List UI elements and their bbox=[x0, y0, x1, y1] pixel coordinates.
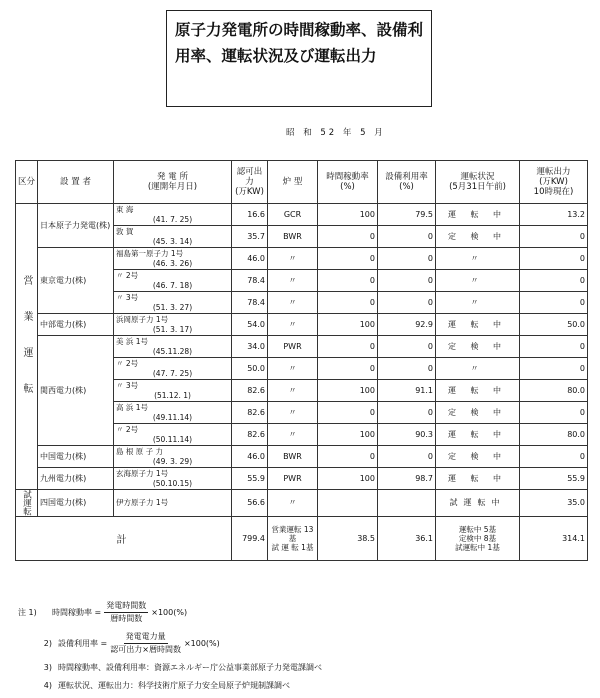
document-date: 昭 和 52 年 5 月 bbox=[286, 128, 386, 138]
plant-cell bbox=[114, 468, 232, 490]
time-rate-cell: 100 bbox=[318, 380, 378, 402]
time-rate-cell: 0 bbox=[318, 226, 378, 248]
note-1-fraction bbox=[104, 600, 148, 625]
plant-start-date: (50.11.14) bbox=[152, 434, 193, 444]
reactor-cell: 〃 bbox=[268, 248, 318, 270]
status-cell: 試運転中 bbox=[436, 490, 520, 517]
plant-name: 〃 3号 bbox=[116, 380, 139, 390]
status-cell: 〃 bbox=[436, 270, 520, 292]
plant-name: 〃 2号 bbox=[116, 424, 139, 434]
util-rate-cell: 0 bbox=[378, 292, 436, 314]
reactor-cell: 〃 bbox=[268, 292, 318, 314]
plant-cell bbox=[114, 380, 232, 402]
util-rate-cell: 0 bbox=[378, 358, 436, 380]
note-2-tail: ×100(%) bbox=[183, 638, 220, 648]
operator-cell: 東京電力(株) bbox=[38, 248, 114, 314]
status-cell: 定 検 中 bbox=[436, 446, 520, 468]
time-rate-cell bbox=[318, 490, 378, 517]
output-cell: 50.0 bbox=[520, 314, 588, 336]
header-output: 運転出力 (万KW) 10時現在) bbox=[520, 161, 588, 204]
reactor-cell: 〃 bbox=[268, 424, 318, 446]
plant-name: 美 浜 1号 bbox=[116, 336, 149, 346]
plant-start-date: (51.12. 1) bbox=[154, 390, 191, 400]
time-rate-cell: 100 bbox=[318, 204, 378, 226]
status-cell: 運 転 中 bbox=[436, 424, 520, 446]
plant-name: 〃 2号 bbox=[116, 358, 139, 368]
reactor-cell: 〃 bbox=[268, 270, 318, 292]
capacity-cell: 54.0 bbox=[232, 314, 268, 336]
util-rate-cell: 90.3 bbox=[378, 424, 436, 446]
capacity-cell: 34.0 bbox=[232, 336, 268, 358]
util-rate-cell: 98.7 bbox=[378, 468, 436, 490]
output-cell: 13.2 bbox=[520, 204, 588, 226]
util-rate-cell: 0 bbox=[378, 336, 436, 358]
note-1-numerator: 発電時間数 bbox=[104, 600, 148, 613]
output-cell: 80.0 bbox=[520, 380, 588, 402]
reactor-cell: BWR bbox=[268, 226, 318, 248]
capacity-cell: 56.6 bbox=[232, 490, 268, 517]
util-rate-cell: 79.5 bbox=[378, 204, 436, 226]
plant-name: 東 海 bbox=[116, 204, 134, 214]
reactor-cell: PWR bbox=[268, 336, 318, 358]
time-rate-cell: 100 bbox=[318, 314, 378, 336]
total-output: 314.1 bbox=[520, 516, 588, 560]
total-reactor-note: 営業運転 13基 試 運 転 1基 bbox=[268, 516, 318, 560]
note-1-denominator: 暦時間数 bbox=[110, 614, 143, 623]
total-row bbox=[16, 516, 588, 560]
table-row bbox=[16, 336, 588, 358]
output-cell: 0 bbox=[520, 292, 588, 314]
table-row bbox=[16, 314, 588, 336]
output-cell: 80.0 bbox=[520, 424, 588, 446]
plant-cell bbox=[114, 248, 232, 270]
util-rate-cell bbox=[378, 490, 436, 517]
reactor-cell: 〃 bbox=[268, 402, 318, 424]
plant-start-date: (45. 3. 14) bbox=[152, 236, 193, 246]
plant-start-date: (46. 3. 26) bbox=[152, 258, 193, 268]
output-cell: 0 bbox=[520, 270, 588, 292]
plant-start-date: (51. 3. 17) bbox=[152, 324, 193, 334]
header-util-rate: 設備利用率 (%) bbox=[378, 161, 436, 204]
table-row bbox=[16, 248, 588, 270]
reactor-cell: 〃 bbox=[268, 314, 318, 336]
status-cell: 〃 bbox=[436, 292, 520, 314]
util-rate-cell: 91.1 bbox=[378, 380, 436, 402]
reactor-cell: 〃 bbox=[268, 490, 318, 517]
category-trial bbox=[16, 490, 38, 517]
capacity-cell: 46.0 bbox=[232, 248, 268, 270]
capacity-cell: 78.4 bbox=[232, 270, 268, 292]
total-util-rate: 36.1 bbox=[378, 516, 436, 560]
operator-cell: 日本原子力発電(株) bbox=[38, 204, 114, 248]
output-cell: 0 bbox=[520, 402, 588, 424]
note-1-text: 時間稼動率 = bbox=[52, 607, 102, 617]
time-rate-cell: 100 bbox=[318, 424, 378, 446]
output-cell: 55.9 bbox=[520, 468, 588, 490]
plant-cell bbox=[114, 402, 232, 424]
plant-start-date: (51. 3. 27) bbox=[152, 302, 193, 312]
note-4-label: 4) bbox=[43, 681, 52, 690]
plant-start-date: (49.11.14) bbox=[152, 412, 193, 422]
header-row bbox=[16, 161, 588, 204]
status-cell: 定 検 中 bbox=[436, 226, 520, 248]
reactor-cell: 〃 bbox=[268, 380, 318, 402]
util-rate-cell: 0 bbox=[378, 446, 436, 468]
time-rate-cell: 0 bbox=[318, 446, 378, 468]
plant-cell bbox=[114, 292, 232, 314]
note-2-fraction bbox=[110, 631, 181, 656]
note-2-text: 設備利用率 = bbox=[58, 638, 108, 648]
note-1-label: 注 1) bbox=[18, 607, 37, 617]
capacity-cell: 82.6 bbox=[232, 424, 268, 446]
capacity-cell: 35.7 bbox=[232, 226, 268, 248]
operator-cell: 九州電力(株) bbox=[38, 468, 114, 490]
status-cell: 定 検 中 bbox=[436, 402, 520, 424]
plant-cell bbox=[114, 226, 232, 248]
table-row bbox=[16, 446, 588, 468]
plant-start-date: (45.11.28) bbox=[152, 346, 193, 356]
reactor-cell: PWR bbox=[268, 468, 318, 490]
plant-name: 〃 2号 bbox=[116, 270, 139, 280]
header-reactor: 炉 型 bbox=[268, 161, 318, 204]
header-status: 運転状況 (5月31日午前) bbox=[436, 161, 520, 204]
capacity-cell: 50.0 bbox=[232, 358, 268, 380]
footnotes bbox=[18, 600, 578, 698]
category-trial-label: 試運転 bbox=[21, 490, 32, 516]
util-rate-cell: 0 bbox=[378, 226, 436, 248]
note-1-tail: ×100(%) bbox=[151, 607, 188, 617]
status-cell: 定 検 中 bbox=[436, 336, 520, 358]
util-rate-cell: 0 bbox=[378, 402, 436, 424]
data-table bbox=[15, 160, 588, 561]
note-1 bbox=[18, 600, 578, 625]
status-cell: 運 転 中 bbox=[436, 204, 520, 226]
time-rate-cell: 0 bbox=[318, 292, 378, 314]
note-2-numerator: 発電電力量 bbox=[124, 631, 168, 644]
plant-cell bbox=[114, 446, 232, 468]
plant-start-date: (47. 7. 25) bbox=[152, 368, 193, 378]
plant-start-date: (50.10.15) bbox=[152, 478, 193, 488]
note-2-denominator: 認可出力×暦時間数 bbox=[110, 645, 181, 654]
plant-name: 伊方原子力 1号 bbox=[116, 497, 169, 507]
header-capacity: 認可出力 (万KW) bbox=[232, 161, 268, 204]
plant-cell bbox=[114, 490, 232, 517]
plant-cell bbox=[114, 270, 232, 292]
operator-cell: 中国電力(株) bbox=[38, 446, 114, 468]
operator-cell: 中部電力(株) bbox=[38, 314, 114, 336]
reactor-cell: GCR bbox=[268, 204, 318, 226]
note-2-label: 2) bbox=[43, 638, 52, 648]
time-rate-cell: 0 bbox=[318, 358, 378, 380]
time-rate-cell: 0 bbox=[318, 270, 378, 292]
time-rate-cell: 0 bbox=[318, 336, 378, 358]
plant-name: 〃 3号 bbox=[116, 292, 139, 302]
note-2 bbox=[18, 631, 578, 656]
note-3-label: 3) bbox=[43, 663, 52, 672]
util-rate-cell: 0 bbox=[378, 248, 436, 270]
table-row bbox=[16, 490, 588, 517]
util-rate-cell: 92.9 bbox=[378, 314, 436, 336]
time-rate-cell: 100 bbox=[318, 468, 378, 490]
reactor-cell: 〃 bbox=[268, 358, 318, 380]
output-cell: 0 bbox=[520, 358, 588, 380]
plant-cell bbox=[114, 424, 232, 446]
operator-cell: 四国電力(株) bbox=[38, 490, 114, 517]
capacity-cell: 55.9 bbox=[232, 468, 268, 490]
total-time-rate: 38.5 bbox=[318, 516, 378, 560]
output-cell: 0 bbox=[520, 226, 588, 248]
total-status-note: 運転中 5基 定検中 8基 試運転中 1基 bbox=[436, 516, 520, 560]
plant-start-date: (49. 3. 29) bbox=[152, 456, 193, 466]
header-time-rate: 時間稼動率 (%) bbox=[318, 161, 378, 204]
total-capacity: 799.4 bbox=[232, 516, 268, 560]
plant-name: 敦 賀 bbox=[116, 226, 134, 236]
status-cell: 〃 bbox=[436, 248, 520, 270]
plant-name: 浜岡原子力 1号 bbox=[116, 314, 169, 324]
note-4 bbox=[18, 680, 578, 692]
plant-name: 高 浜 1号 bbox=[116, 402, 149, 412]
document-title: 原子力発電所の時間稼動率、設備利用率、運転状況及び運転出力 bbox=[166, 10, 432, 107]
header-operator: 設 置 者 bbox=[38, 161, 114, 204]
note-3-text: 時間稼動率、設備利用率：資源エネルギー庁公益事業部原子力発電課調べ bbox=[58, 663, 322, 672]
plant-cell bbox=[114, 314, 232, 336]
plant-cell bbox=[114, 204, 232, 226]
time-rate-cell: 0 bbox=[318, 248, 378, 270]
category-commercial-label: 営業運転 bbox=[21, 274, 32, 419]
status-cell: 〃 bbox=[436, 358, 520, 380]
util-rate-cell: 0 bbox=[378, 270, 436, 292]
capacity-cell: 82.6 bbox=[232, 380, 268, 402]
output-cell: 35.0 bbox=[520, 490, 588, 517]
output-cell: 0 bbox=[520, 446, 588, 468]
note-4-text: 運転状況、運転出力：科学技術庁原子力安全局原子炉規制課調べ bbox=[58, 681, 290, 690]
plant-cell bbox=[114, 358, 232, 380]
header-plant: 発 電 所 (運開年月日) bbox=[114, 161, 232, 204]
table-row bbox=[16, 468, 588, 490]
plant-start-date: (41. 7. 25) bbox=[152, 214, 193, 224]
header-category: 区分 bbox=[16, 161, 38, 204]
time-rate-cell: 0 bbox=[318, 402, 378, 424]
plant-name: 玄海原子力 1号 bbox=[116, 468, 169, 478]
status-cell: 運 転 中 bbox=[436, 314, 520, 336]
total-label: 計 bbox=[16, 516, 232, 560]
plant-start-date: (46. 7. 18) bbox=[152, 280, 193, 290]
operator-cell: 関西電力(株) bbox=[38, 336, 114, 446]
capacity-cell: 16.6 bbox=[232, 204, 268, 226]
capacity-cell: 78.4 bbox=[232, 292, 268, 314]
category-commercial bbox=[16, 204, 38, 490]
table-row bbox=[16, 204, 588, 226]
status-cell: 運 転 中 bbox=[436, 380, 520, 402]
note-3 bbox=[18, 662, 578, 674]
plant-name: 福島第一原子力 1号 bbox=[116, 248, 184, 258]
reactor-cell: BWR bbox=[268, 446, 318, 468]
output-cell: 0 bbox=[520, 248, 588, 270]
plant-name: 島 根 原 子 力 bbox=[116, 446, 164, 456]
plant-cell bbox=[114, 336, 232, 358]
capacity-cell: 46.0 bbox=[232, 446, 268, 468]
status-cell: 運 転 中 bbox=[436, 468, 520, 490]
capacity-cell: 82.6 bbox=[232, 402, 268, 424]
output-cell: 0 bbox=[520, 336, 588, 358]
